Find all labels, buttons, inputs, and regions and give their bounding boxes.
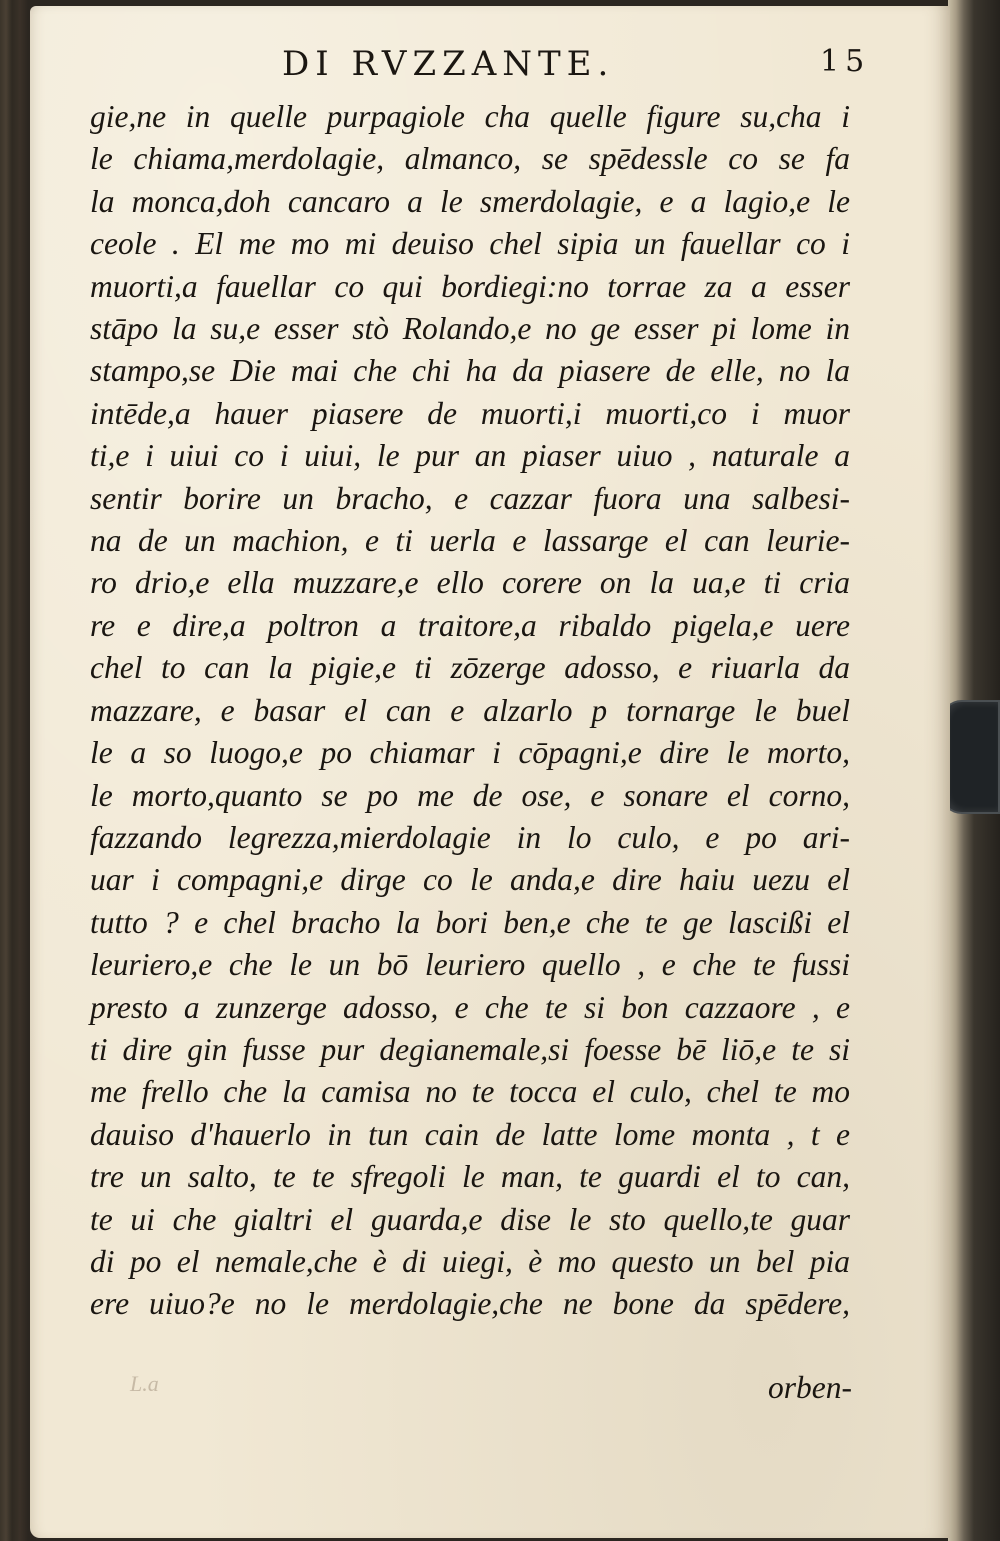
text-line: ceole . El me mo mi deuiso chel sipia un fauellar co i [90, 226, 850, 262]
text-line: le chiama,merdolagie, almanco, se spēdessle co se fa [90, 141, 850, 177]
margin-note: L.a [130, 1371, 159, 1396]
text-line: intēde,a hauer piasere de muorti,i muorti,co i muor [90, 395, 850, 431]
text-line: me frello che la camisa no te tocca el culo, chel te mo [90, 1074, 850, 1110]
text-line: re e dire,a poltron a traitore,a ribaldo pigela,e uere [90, 607, 850, 643]
text-line: stampo,se Die mai che chi ha da piasere de elle, no la [90, 353, 850, 389]
text-line: le morto,quanto se po me de ose, e sonare el corno, [90, 777, 850, 813]
text-line: ro drio,e ella muzzare,e ello corere on la ua,e ti cria [90, 565, 850, 601]
page-number: 15 [820, 44, 871, 79]
text-line: stāpo la su,e esser stò Rolando,e no ge esser pi lome in [90, 311, 850, 347]
text-line: uar i compagni,e dirge co le anda,e dire haiu uezu el [90, 862, 850, 898]
text-line: tre un salto, te te sfregoli le man, te guardi el to can, [90, 1159, 850, 1195]
text-line: sentir borire un bracho, e cazzar fuora una salbesi- [90, 480, 850, 516]
text-line: la monca,doh cancaro a le smerdolagie, e a lagio,e le [90, 183, 850, 219]
text-line: chel to can la pigie,e ti zōzerge adosso, e riuarla da [90, 650, 850, 686]
text-line: ti,e i uiui co i uiui, le pur an piaser uiuo , naturale a [90, 438, 850, 474]
text-line: gie,ne in quelle purpagiole cha quelle figure su,cha i [90, 99, 850, 134]
text-line: di po el nemale,che è di uiegi, è mo questo un bel pia [90, 1243, 850, 1279]
text-line: ere uiuo?e no le merdolagie,che ne bone da spēdere, [90, 1286, 850, 1322]
text-line: presto a zunzerge adosso, e che te si bon cazzaore , e [90, 989, 850, 1025]
catchword: orben- [768, 1370, 852, 1405]
page-sheet [30, 6, 950, 1538]
text-line: te ui che gialtri el guarda,e dise le sto quello,te guar [90, 1201, 850, 1237]
text-line: muorti,a fauellar co qui bordiegi:no torrae za a esser [90, 268, 850, 304]
body-text [90, 96, 890, 1326]
text-line: le a so luogo,e po chiamar i cōpagni,e dire le morto, [90, 735, 850, 771]
text-line: ti dire gin fusse pur degianemale,si foesse bē liō,e te si [90, 1031, 850, 1067]
text-line: dauiso d'hauerlo in tun cain de latte lome monta , t e [90, 1116, 850, 1152]
running-head-title: DI RVZZANTE. [282, 44, 615, 84]
text-line: fazzando legrezza,mierdolagie in lo culo, e po ari- [90, 819, 850, 855]
text-line: leuriero,e che le un bō leuriero quello , e che te fussi [90, 947, 850, 983]
text-line: tutto ? e chel bracho la bori ben,e che te ge lascißi el [90, 904, 850, 940]
text-line: mazzare, e basar el can e alzarlo p tornarge le buel [90, 692, 850, 728]
text-line: na de un machion, e ti uerla e lassarge el can leurie- [90, 523, 850, 559]
